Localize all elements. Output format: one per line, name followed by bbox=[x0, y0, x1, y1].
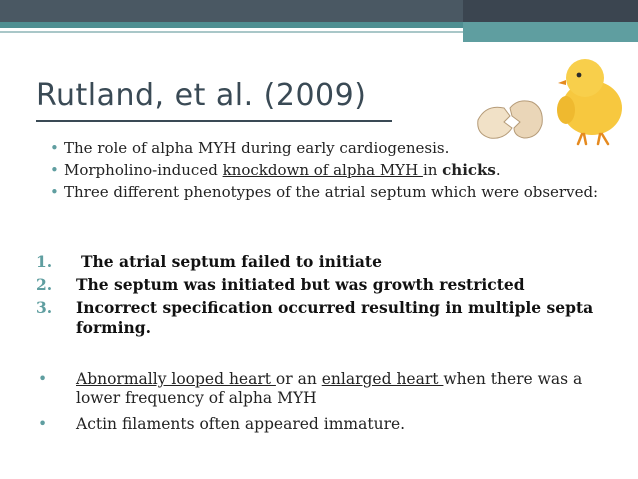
item-text: The septum was initiated but was growth restricted bbox=[76, 275, 525, 294]
list-item bbox=[36, 415, 626, 434]
phenotype-numbered-list bbox=[36, 252, 626, 341]
bullet-glyph: • bbox=[50, 139, 59, 157]
title-underline bbox=[36, 120, 392, 122]
list-item bbox=[36, 275, 626, 295]
item-text: The atrial septum failed to initiate bbox=[81, 252, 382, 271]
bullet-text: Three different phenotypes of the atrial septum which were observed: bbox=[64, 183, 599, 201]
item-number: 3. bbox=[36, 298, 53, 317]
header-corner-dark bbox=[463, 0, 638, 22]
bullet-text-mid: in bbox=[422, 161, 443, 179]
item-text: Incorrect specification occurred resulting in multiple septa forming. bbox=[76, 298, 594, 337]
bullet-glyph: • bbox=[38, 370, 48, 388]
chick-and-eggshell-image bbox=[470, 48, 635, 148]
item-number: 1. bbox=[36, 252, 53, 271]
bullet-text-post: . bbox=[495, 161, 501, 179]
bullet-text-underlined: knockdown of alpha MYH bbox=[222, 161, 423, 179]
list-item bbox=[36, 298, 626, 338]
chick-icon bbox=[557, 59, 622, 144]
item-number: 2. bbox=[36, 275, 53, 294]
bullet-text-underlined: Abnormally looped heart bbox=[76, 370, 276, 388]
bullet-text-bold: chicks bbox=[442, 161, 496, 179]
bullet-text: Actin filaments often appeared immature. bbox=[76, 415, 406, 433]
list-item bbox=[36, 370, 626, 408]
bullet-text: or an bbox=[275, 370, 322, 388]
list-item bbox=[36, 252, 626, 272]
findings-bullet-list bbox=[36, 370, 626, 441]
bullet-text-pre: Morpholino-induced bbox=[64, 161, 223, 179]
bullet-text-underlined: enlarged heart bbox=[321, 370, 444, 388]
list-item bbox=[50, 183, 610, 202]
bullet-text: The role of alpha MYH during early cardiogenesis. bbox=[64, 139, 450, 157]
bullet-glyph: • bbox=[50, 161, 59, 179]
slide-title: Rutland, et al. (2009) bbox=[36, 78, 367, 113]
list-item bbox=[50, 161, 610, 180]
intro-bullet-list bbox=[50, 139, 610, 205]
header-corner-teal bbox=[463, 22, 638, 42]
bullet-glyph: • bbox=[38, 415, 48, 433]
bullet-text: when there was a lower frequency of alpha MYH bbox=[76, 370, 583, 407]
eggshell-icon bbox=[478, 101, 543, 138]
bullet-glyph: • bbox=[50, 183, 59, 201]
